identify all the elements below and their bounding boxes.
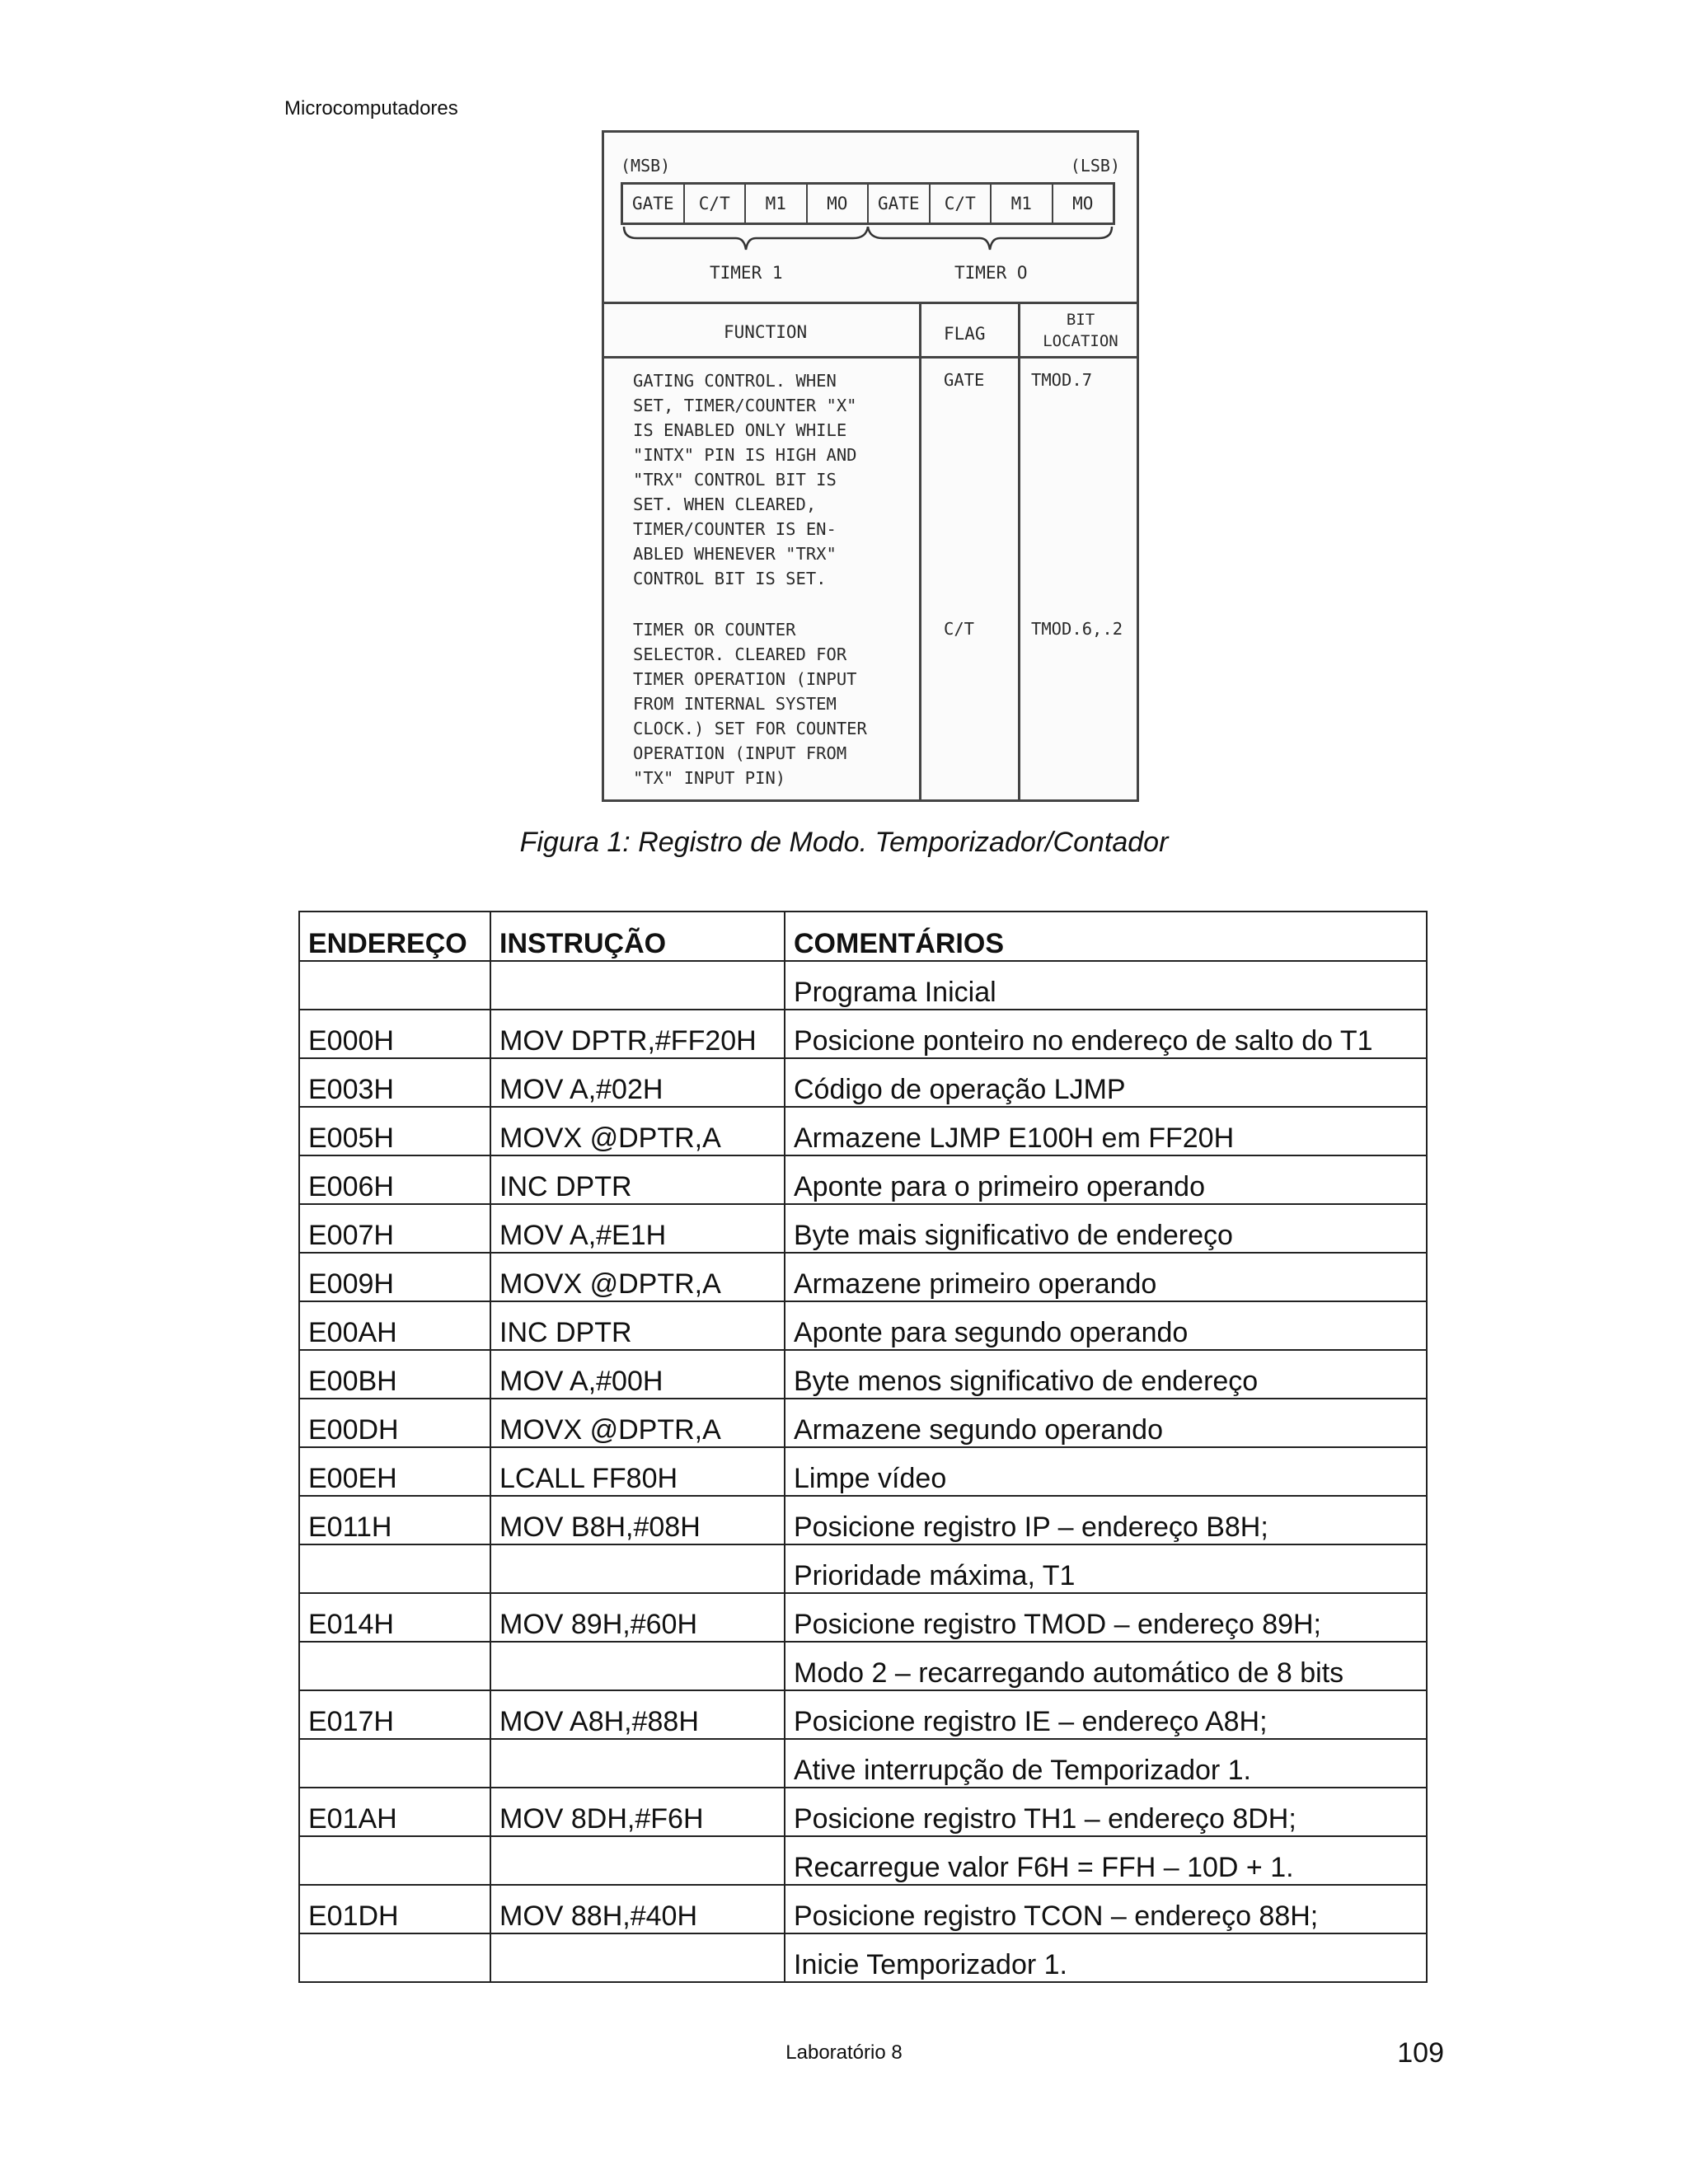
comment-cell: Armazene primeiro operando <box>785 1253 1427 1301</box>
instruction-cell: MOV 88H,#40H <box>490 1885 785 1933</box>
instruction-cell: MOV A8H,#88H <box>490 1690 785 1739</box>
timer-mode-register-figure <box>602 130 1139 802</box>
comment-cell: Recarregue valor F6H = FFH – 10D + 1. <box>785 1836 1427 1885</box>
instruction-cell: LCALL FF80H <box>490 1447 785 1496</box>
bit-cell: M1 <box>746 185 808 223</box>
comment-cell: Posicione registro TH1 – endereço 8DH; <box>785 1788 1427 1836</box>
bit-cell: MO <box>808 185 870 223</box>
address-cell: E00BH <box>299 1350 490 1399</box>
column-divider <box>1018 304 1020 802</box>
comment-cell: Posicione registro IE – endereço A8H; <box>785 1690 1427 1739</box>
instruction-cell <box>490 1933 785 1982</box>
bit-field-row <box>621 182 1115 225</box>
address-cell: E007H <box>299 1204 490 1253</box>
instruction-cell: MOV A,#E1H <box>490 1204 785 1253</box>
bit-cell: C/T <box>931 185 992 223</box>
comment-cell: Posicione ponteiro no endereço de salto do T1 <box>785 1010 1427 1058</box>
table-row <box>299 1010 1427 1058</box>
function-header: FUNCTION <box>724 322 808 342</box>
table-row <box>299 1642 1427 1690</box>
footer-lab-label: Laboratório 8 <box>785 2041 903 2064</box>
gate-bit-location: TMOD.7 <box>1031 370 1093 390</box>
register-bit-map <box>604 133 1137 304</box>
instruction-cell <box>490 1642 785 1690</box>
table-row <box>299 1350 1427 1399</box>
timer-braces <box>621 225 1115 258</box>
address-cell: E00AH <box>299 1301 490 1350</box>
instruction-cell <box>490 1544 785 1593</box>
figure-caption: Figura 1: Registro de Modo. Temporizador/Contador <box>519 827 1169 858</box>
address-cell: E009H <box>299 1253 490 1301</box>
instruction-cell: MOV A,#02H <box>490 1058 785 1107</box>
address-cell: E017H <box>299 1690 490 1739</box>
lsb-label: (LSB) <box>1070 156 1120 176</box>
comment-cell: Código de operação LJMP <box>785 1058 1427 1107</box>
instruction-cell: INC DPTR <box>490 1301 785 1350</box>
instruction-cell: MOVX @DPTR,A <box>490 1399 785 1447</box>
table-row <box>299 1301 1427 1350</box>
comment-cell: Posicione registro TCON – endereço 88H; <box>785 1885 1427 1933</box>
ct-function-text: TIMER OR COUNTER SELECTOR. CLEARED FOR TIMER OPERATION (INPUT FROM INTERNAL SYSTEM CLOCK.) SET FOR COUNTER OPERATION (INPUT FROM "TX" INPUT PIN) <box>633 620 867 788</box>
instruction-cell: MOVX @DPTR,A <box>490 1253 785 1301</box>
program-table <box>298 911 1428 1983</box>
column-divider <box>919 304 921 802</box>
ct-flag: C/T <box>944 619 975 639</box>
instruction-cell: INC DPTR <box>490 1155 785 1204</box>
table-row <box>299 1496 1427 1544</box>
address-cell: E003H <box>299 1058 490 1107</box>
table-row <box>299 1253 1427 1301</box>
comment-cell: Armazene segundo operando <box>785 1399 1427 1447</box>
table-row <box>299 961 1427 1010</box>
comment-cell: Programa Inicial <box>785 961 1427 1010</box>
instruction-cell <box>490 1836 785 1885</box>
flag-header: FLAG <box>944 324 986 344</box>
bit-cell: GATE <box>623 185 685 223</box>
column-header-address: ENDEREÇO <box>299 912 490 961</box>
ct-bit-location: TMOD.6,.2 <box>1031 619 1123 639</box>
comment-cell: Byte mais significativo de endereço <box>785 1204 1427 1253</box>
comment-cell: Aponte para o primeiro operando <box>785 1155 1427 1204</box>
address-cell <box>299 961 490 1010</box>
address-cell <box>299 1739 490 1788</box>
bit-cell: MO <box>1072 194 1094 213</box>
comment-cell: Posicione registro TMOD – endereço 89H; <box>785 1593 1427 1642</box>
page-header: Microcomputadores <box>284 97 458 120</box>
table-row <box>299 1788 1427 1836</box>
comment-cell: Prioridade máxima, T1 <box>785 1544 1427 1593</box>
bit-cell: C/T <box>685 185 747 223</box>
table-row <box>299 1447 1427 1496</box>
table-row <box>299 1739 1427 1788</box>
address-cell: E011H <box>299 1496 490 1544</box>
address-cell: E00DH <box>299 1399 490 1447</box>
comment-cell: Byte menos significativo de endereço <box>785 1350 1427 1399</box>
table-row <box>299 1836 1427 1885</box>
table-row <box>299 1933 1427 1982</box>
address-cell: E005H <box>299 1107 490 1155</box>
address-cell: E00EH <box>299 1447 490 1496</box>
table-row <box>299 1107 1427 1155</box>
comment-cell: Posicione registro IP – endereço B8H; <box>785 1496 1427 1544</box>
instruction-cell: MOVX @DPTR,A <box>490 1107 785 1155</box>
comment-cell: Inicie Temporizador 1. <box>785 1933 1427 1982</box>
address-cell: E014H <box>299 1593 490 1642</box>
comment-cell: Aponte para segundo operando <box>785 1301 1427 1350</box>
table-row <box>299 1690 1427 1739</box>
bit-cell: GATE <box>869 185 931 223</box>
table-row <box>299 1155 1427 1204</box>
gate-flag: GATE <box>944 370 985 390</box>
gate-function-text: GATING CONTROL. WHEN SET, TIMER/COUNTER "X" IS ENABLED ONLY WHILE "INTX" PIN IS HIGH AND "TRX" CONTROL BIT IS SET. WHEN CLEARED, TIMER/COUNTER IS EN- ABLED WHENEVER "TRX" CONTROL BIT IS SET. <box>633 371 857 588</box>
column-header-comments: COMENTÁRIOS <box>785 912 1427 961</box>
timer1-label: TIMER 1 <box>710 263 783 283</box>
instruction-cell <box>490 961 785 1010</box>
comment-cell: Armazene LJMP E100H em FF20H <box>785 1107 1427 1155</box>
address-cell: E000H <box>299 1010 490 1058</box>
instruction-cell <box>490 1739 785 1788</box>
bit-location-header: BIT LOCATION <box>1043 311 1118 350</box>
table-row <box>299 1544 1427 1593</box>
instruction-cell: MOV 89H,#60H <box>490 1593 785 1642</box>
comment-cell: Limpe vídeo <box>785 1447 1427 1496</box>
address-cell <box>299 1836 490 1885</box>
address-cell <box>299 1642 490 1690</box>
address-cell <box>299 1544 490 1593</box>
table-header-row <box>299 912 1427 961</box>
table-row <box>299 1058 1427 1107</box>
page-number: 109 <box>1397 2037 1444 2069</box>
table-row <box>299 1885 1427 1933</box>
table-row <box>299 1399 1427 1447</box>
comment-cell: Ative interrupção de Temporizador 1. <box>785 1739 1427 1788</box>
address-cell: E01AH <box>299 1788 490 1836</box>
column-header-instruction: INSTRUÇÃO <box>490 912 785 961</box>
msb-label: (MSB) <box>621 156 671 176</box>
address-cell <box>299 1933 490 1982</box>
comment-cell: Modo 2 – recarregando automático de 8 bits <box>785 1642 1427 1690</box>
instruction-cell: MOV DPTR,#FF20H <box>490 1010 785 1058</box>
address-cell: E01DH <box>299 1885 490 1933</box>
bit-cell: M1 <box>992 185 1053 223</box>
instruction-cell: MOV B8H,#08H <box>490 1496 785 1544</box>
table-row <box>299 1593 1427 1642</box>
table-row <box>299 1204 1427 1253</box>
address-cell: E006H <box>299 1155 490 1204</box>
instruction-cell: MOV A,#00H <box>490 1350 785 1399</box>
instruction-cell: MOV 8DH,#F6H <box>490 1788 785 1836</box>
timer0-label: TIMER O <box>954 263 1028 283</box>
